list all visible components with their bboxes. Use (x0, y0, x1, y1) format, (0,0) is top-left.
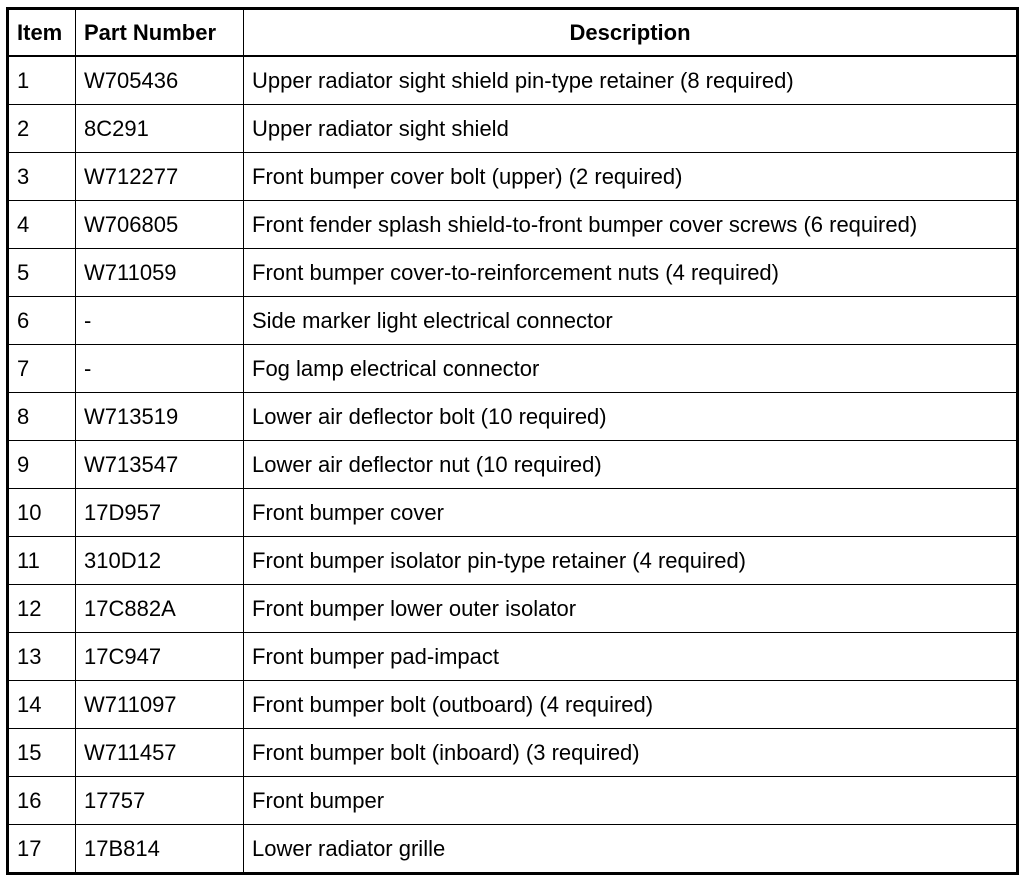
column-header-part-number: Part Number (76, 9, 244, 57)
part-number-cell: - (76, 297, 244, 345)
item-cell: 12 (8, 585, 76, 633)
item-cell: 17 (8, 825, 76, 874)
part-number-cell: 17757 (76, 777, 244, 825)
description-cell: Lower radiator grille (244, 825, 1018, 874)
part-number-cell: 8C291 (76, 105, 244, 153)
table-row (8, 56, 1018, 105)
table-row (8, 825, 1018, 874)
item-cell: 2 (8, 105, 76, 153)
table-row (8, 201, 1018, 249)
description-cell: Upper radiator sight shield pin-type retainer (8 required) (244, 56, 1018, 105)
table-row (8, 345, 1018, 393)
item-cell: 7 (8, 345, 76, 393)
table-row (8, 393, 1018, 441)
part-number-cell: 310D12 (76, 537, 244, 585)
item-cell: 15 (8, 729, 76, 777)
part-number-cell: 17C947 (76, 633, 244, 681)
part-number-cell: 17D957 (76, 489, 244, 537)
description-cell: Front bumper cover-to-reinforcement nuts (4 required) (244, 249, 1018, 297)
table-row (8, 729, 1018, 777)
part-number-cell: W712277 (76, 153, 244, 201)
part-number-cell: W713519 (76, 393, 244, 441)
part-number-cell: 17B814 (76, 825, 244, 874)
part-number-cell: W711059 (76, 249, 244, 297)
item-cell: 9 (8, 441, 76, 489)
description-cell: Front bumper bolt (outboard) (4 required) (244, 681, 1018, 729)
header-row (8, 9, 1018, 57)
description-cell: Fog lamp electrical connector (244, 345, 1018, 393)
table-row (8, 441, 1018, 489)
table-header (8, 9, 1018, 57)
item-cell: 6 (8, 297, 76, 345)
parts-table (6, 7, 1019, 875)
table-row (8, 249, 1018, 297)
description-cell: Upper radiator sight shield (244, 105, 1018, 153)
item-cell: 1 (8, 56, 76, 105)
column-header-description: Description (244, 9, 1018, 57)
description-cell: Lower air deflector bolt (10 required) (244, 393, 1018, 441)
part-number-cell: W711097 (76, 681, 244, 729)
item-cell: 10 (8, 489, 76, 537)
item-cell: 8 (8, 393, 76, 441)
description-cell: Front bumper cover (244, 489, 1018, 537)
table-row (8, 489, 1018, 537)
table-row (8, 585, 1018, 633)
table-row (8, 681, 1018, 729)
item-cell: 3 (8, 153, 76, 201)
part-number-cell: W706805 (76, 201, 244, 249)
description-cell: Front bumper lower outer isolator (244, 585, 1018, 633)
table-row (8, 153, 1018, 201)
description-cell: Front fender splash shield-to-front bumper cover screws (6 required) (244, 201, 1018, 249)
description-cell: Front bumper (244, 777, 1018, 825)
description-cell: Lower air deflector nut (10 required) (244, 441, 1018, 489)
description-cell: Front bumper bolt (inboard) (3 required) (244, 729, 1018, 777)
part-number-cell: 17C882A (76, 585, 244, 633)
part-number-cell: W711457 (76, 729, 244, 777)
description-cell: Front bumper isolator pin-type retainer (4 required) (244, 537, 1018, 585)
item-cell: 11 (8, 537, 76, 585)
column-header-item: Item (8, 9, 76, 57)
item-cell: 4 (8, 201, 76, 249)
item-cell: 14 (8, 681, 76, 729)
table-row (8, 537, 1018, 585)
description-cell: Front bumper pad-impact (244, 633, 1018, 681)
item-cell: 13 (8, 633, 76, 681)
table-body (8, 56, 1018, 874)
description-cell: Side marker light electrical connector (244, 297, 1018, 345)
description-cell: Front bumper cover bolt (upper) (2 required) (244, 153, 1018, 201)
part-number-cell: W705436 (76, 56, 244, 105)
table-row (8, 105, 1018, 153)
item-cell: 5 (8, 249, 76, 297)
table-row (8, 777, 1018, 825)
table-row (8, 633, 1018, 681)
part-number-cell: W713547 (76, 441, 244, 489)
table-row (8, 297, 1018, 345)
part-number-cell: - (76, 345, 244, 393)
item-cell: 16 (8, 777, 76, 825)
